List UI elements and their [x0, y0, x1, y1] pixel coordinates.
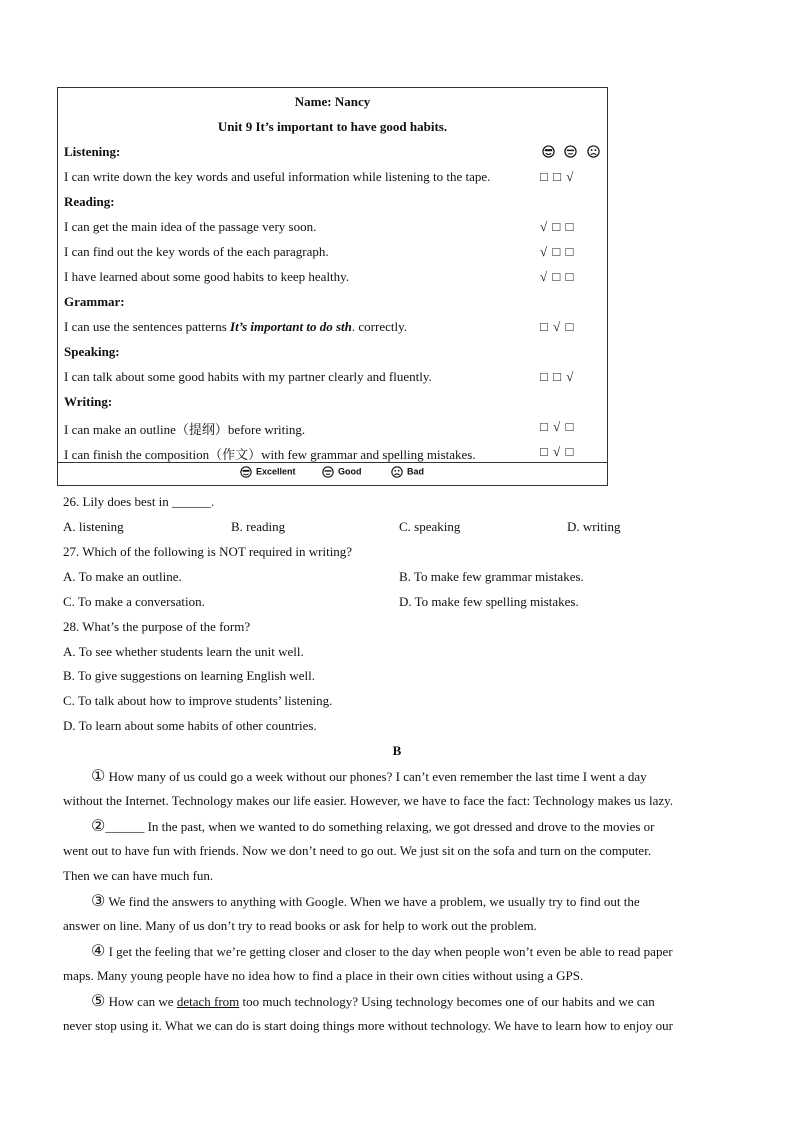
- paragraph-2-line-1: [63, 816, 754, 836]
- paragraph-5-line-2: never stop using it. What we can do is start doing things more without technology. We have to learn how to enjoy our: [63, 1018, 673, 1033]
- form-unit-title: Unit 9 It’s important to have good habits.: [217, 119, 448, 134]
- paragraph-1-number: ①: [91, 768, 106, 785]
- item-speaking-1: I can talk about some good habits with my partner clearly and fluently.: [64, 369, 432, 384]
- mark-reading-3: √ □ □: [540, 269, 575, 284]
- legend-bad: [391, 466, 424, 478]
- paragraph-4-line-2: maps. Many young people have no idea how to find a place in their own cities without using a GPS.: [63, 968, 584, 983]
- question-26: [63, 494, 214, 510]
- mark-writing-1: □ √ □: [540, 419, 575, 434]
- legend-divider: [58, 462, 607, 463]
- section-speaking: Speaking:: [64, 344, 120, 359]
- mark-reading-2: √ □ □: [540, 244, 575, 259]
- q27-option-a: A. To make an outline.: [63, 569, 182, 584]
- q26-option-b: B. reading: [231, 519, 286, 534]
- q26-option-a: A. listening: [63, 519, 124, 534]
- paragraph-2-blank: ______: [105, 819, 145, 834]
- mark-listening-1: □ □ √: [540, 169, 575, 184]
- q27-option-d: D. To make few spelling mistakes.: [399, 594, 579, 609]
- q28-option-d: D. To learn about some habits of other countries.: [63, 718, 317, 733]
- q26-option-d: D. writing: [567, 519, 621, 534]
- section-listening: Listening:: [64, 144, 121, 159]
- legend-bad-label: Bad: [407, 466, 425, 477]
- legend-good-label: Good: [338, 466, 362, 477]
- section-writing: Writing:: [64, 394, 113, 409]
- legend-excellent-label: Excellent: [256, 466, 296, 477]
- legend-excellent: [240, 466, 296, 478]
- mark-writing-2: □ √ □: [540, 444, 575, 459]
- paragraph-1-line-2: without the Internet. Technology makes our life easier. However, we have to face the fact: Technology makes us lazy.: [63, 793, 674, 808]
- paragraph-4-line-1: [63, 941, 754, 961]
- bad-face-icon: [587, 145, 600, 158]
- paragraph-5-underlined-phrase: detach from: [176, 994, 240, 1009]
- good-face-icon: [322, 466, 334, 478]
- q26-option-c: C. speaking: [399, 519, 461, 534]
- mark-reading-1: √ □ □: [540, 219, 575, 234]
- q27-option-c: C. To make a conversation.: [63, 594, 205, 609]
- section-reading: Reading:: [64, 194, 115, 209]
- paragraph-3-text: We find the answers to anything with Google. When we have a problem, we usually try to find out the: [105, 894, 640, 909]
- q28-option-c: C. To talk about how to improve students’ listening.: [63, 693, 333, 708]
- paragraph-3-line-1: [63, 891, 754, 911]
- paragraph-5-text-pre: How can we: [105, 994, 177, 1009]
- grammar-pattern: It’s important to do sth: [230, 319, 352, 334]
- item-writing-1: I can make an outline（提纲）before writing.: [64, 422, 306, 437]
- paragraph-1-text: How many of us could go a week without our phones? I can’t even remember the last time I went a day: [105, 769, 647, 784]
- item-reading-2: I can find out the key words of the each paragraph.: [64, 244, 329, 259]
- item-listening-1: I can write down the key words and useful information while listening to the tape.: [64, 169, 491, 184]
- self-assessment-form: [57, 87, 608, 486]
- paragraph-5-number: ⑤: [91, 993, 106, 1010]
- rating-header: [542, 142, 606, 158]
- grammar-text-post: . correctly.: [351, 319, 407, 334]
- q28-option-a: A. To see whether students learn the unit well.: [63, 644, 304, 659]
- paragraph-2-line-2: went out to have fun with friends. Now we don’t need to go out. We just sit on the sofa and turn on the computer.: [63, 843, 652, 858]
- paragraph-4-number: ④: [91, 943, 106, 960]
- excellent-face-icon: [542, 145, 555, 158]
- passage-heading: B: [392, 743, 402, 758]
- paragraph-3-number: ③: [91, 893, 106, 910]
- bad-face-icon: [391, 466, 403, 478]
- paragraph-5-line-1: [63, 991, 754, 1011]
- question-27: 27. Which of the following is NOT required in writing?: [63, 544, 353, 559]
- form-name-line: Name: Nancy: [294, 94, 371, 109]
- excellent-face-icon: [240, 466, 252, 478]
- paragraph-2-number: ②: [91, 818, 106, 835]
- q27-option-b: B. To make few grammar mistakes.: [399, 569, 584, 584]
- good-face-icon: [564, 145, 577, 158]
- paragraph-2-line-3: Then we can have much fun.: [63, 868, 214, 883]
- question-28: 28. What’s the purpose of the form?: [63, 619, 251, 634]
- mark-grammar-1: □ √ □: [540, 319, 575, 334]
- q26-end: .: [211, 494, 215, 509]
- paragraph-5-text-post: too much technology? Using technology becomes one of our habits and we can: [239, 994, 655, 1009]
- q28-option-b: B. To give suggestions on learning English well.: [63, 668, 315, 683]
- paragraph-2-text: In the past, when we wanted to do something relaxing, we got dressed and drove to the movies or: [144, 819, 655, 834]
- q26-stem: 26. Lily does best in: [63, 494, 173, 509]
- mark-speaking-1: □ □ √: [540, 369, 575, 384]
- item-writing-2: I can finish the composition（作文）with few grammar and spelling mistakes.: [64, 447, 476, 462]
- item-grammar-1: [64, 319, 407, 335]
- paragraph-1-line-1: [63, 766, 754, 786]
- grammar-text-pre: I can use the sentences patterns: [64, 319, 231, 334]
- paragraph-3-line-2: answer on line. Many of us don’t try to read books or ask for help to work out the problem.: [63, 918, 537, 933]
- item-reading-1: I can get the main idea of the passage very soon.: [64, 219, 317, 234]
- paragraph-4-text: I get the feeling that we’re getting closer and closer to the day when people won’t even be able to read paper: [105, 944, 673, 959]
- section-grammar: Grammar:: [64, 294, 125, 309]
- legend-good: [322, 466, 362, 478]
- item-reading-3: I have learned about some good habits to keep healthy.: [64, 269, 350, 284]
- q26-blank: ______: [172, 494, 212, 509]
